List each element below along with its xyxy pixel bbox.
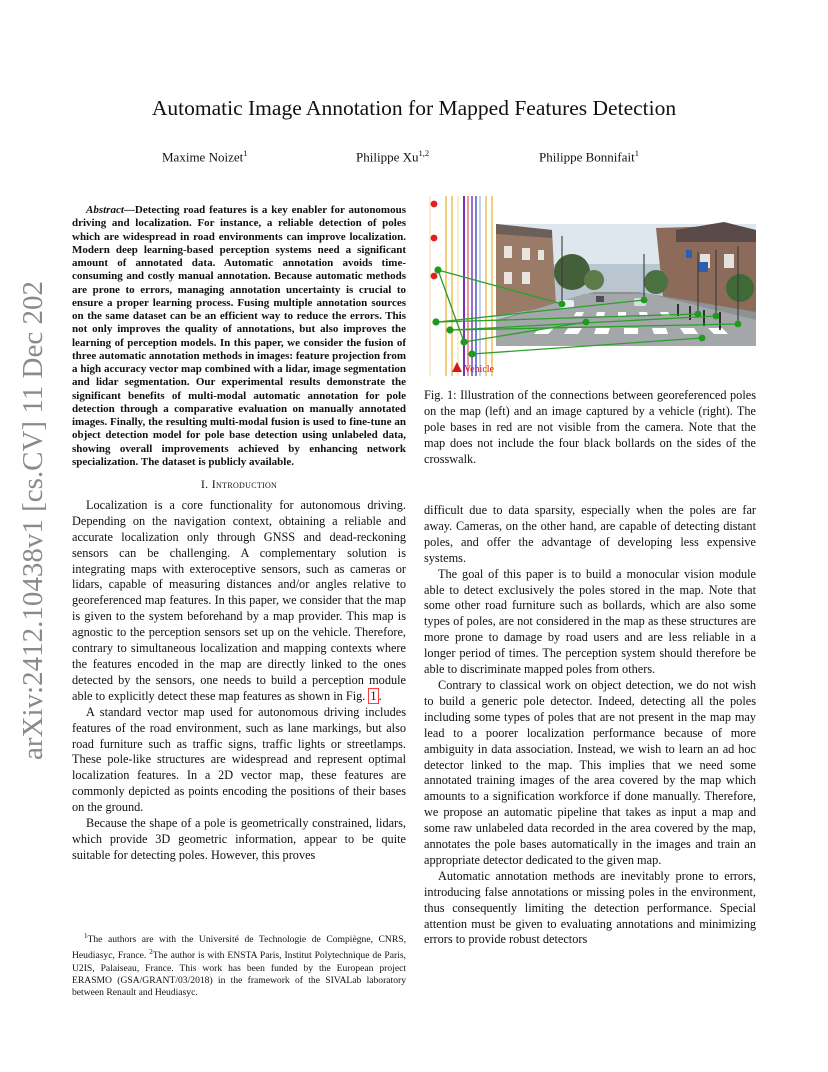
author-2: Philippe Xu$^{1,2}$ (356, 148, 430, 165)
figure-reference-link[interactable]: 1 (370, 688, 377, 703)
map-panel (424, 196, 496, 376)
paragraph: The goal of this paper is to build a monocular vision module able to detect exclusively the poles stored in the map. Note that some other road furniture such as bollards, which are also some types of poles, are not considered in the map as these structures are more prone to damage by road users and are less reliable in a longer period of times. The perception system should therefore be able to discriminate mapped poles from others. (424, 566, 756, 677)
paragraph: Automatic annotation methods are inevitably prone to errors, introducing false annotations or missing poles in the environment, thus consequently limiting the detection performance. Special attention must be given to evaluating annotations and minimizing errors to provide robust detectors (424, 868, 756, 947)
vehicle-label: Vehicle (464, 364, 494, 375)
paragraph: A standard vector map used for autonomous driving includes features of the road environment, such as lane markings, but also road furniture such as traffic signs, traffic lights or streetlamps. These pole-like structures are widespread and represent optimal localization features. In a 2D vector map, these features are commonly depicted as points encoding the positions of their bases on the ground. (72, 704, 406, 815)
figure-1 (424, 196, 756, 376)
footnote: $^1$The authors are with the Université de Technologie de Compiègne, CNRS, Heudiasyc, France. $^2$The author is with ENSTA Paris, Institut Polytechnique de Paris, U2IS, Palaiseau, France. This work has been funded by the European project ERASMO (GSA/GRANT/03/2018) in the framework of the SIVALab laboratory between Renault and Heudiasyc. (72, 932, 406, 999)
paragraph: Localization is a core functionality for autonomous driving. Depending on the navigation context, obtaining a reliable and accurate localization only through GNSS and dead-reckoning sensors can be challenging. A complementary solution is integrating maps with exteroceptive sensors, such as cameras or lidars, capable of measuring distances and/or angles relative to georeferenced map features. In this paper, we consider that the map is given to the system beforehand by a map provider. This map is agnostic to the perception sensors set up on the vehicle. Therefore, contrary to simultaneous localization and mapping contexts where the features encoded in the map are directly linked to the ones detected by the sensors, one needs to build a perception module able to explicitly detect these map features as shown in Fig. 1 . (72, 497, 406, 703)
section-heading: I. Introduction (200, 477, 278, 491)
author-1: Maxime Noizet$^1$ (162, 148, 248, 165)
arxiv-identifier (14, 282, 50, 762)
abstract: Abstract—Detecting road features is a key enabler for autonomous driving and localization. For instance, a reliable detection of poles which are widespread in road environments can improve localization. Modern deep learning-based perception systems need a significant amount of annotated data. Automatic annotation avoids time-consuming and costly manual annotation. Because automatic methods are prone to errors, managing annotation uncertainty is crucial to ensure a proper learning process. Fusing multiple annotation sources on the same dataset can be an efficient way to reduce the errors. This not only improves the quality of annotations, but also improves the learning of perception models. In this paper, we consider the fusion of three automatic annotation methods in images: feature projection from a high accuracy vector map combined with a lidar, image segmentation and lidar segmentation. Our experimental results demonstrate the significant benefits of multi-modal automatic annotation for pole detection through a comparative evaluation on manually annotated images. Finally, the resulting multi-modal fusion is used to fine-tune an object detection model for pole base detection using unlabeled data, showing overall improvements achieved by enhancing network specialization. The dataset is publicly available. (72, 204, 406, 468)
camera-image (496, 222, 756, 346)
arxiv-id-text: arXiv:2412.10438v1 [cs.CV] 11 Dec 2024 (17, 282, 49, 760)
paper-title: Automatic Image Annotation for Mapped Features Detection (151, 96, 677, 120)
figure-illustration (424, 196, 756, 376)
abstract-label: Abstract (86, 204, 124, 216)
abstract-text: Detecting road features is a key enabler for autonomous driving and localization. For instance, a reliable detection of poles which are widespread in road environments can improve localization. Modern deep learning-based perception systems need a significant amount of annotated data. Automatic annotation avoids time-consuming and costly manual annotation. Because automatic methods are prone to errors, managing annotation uncertainty is crucial to ensure a proper learning process. Fusing multiple annotation sources on the same dataset can be an efficient way to reduce the errors. This not only improves the quality of annotations, but also improves the learning of perception models. In this paper, we consider the fusion of three automatic annotation methods in images: feature projection from a high accuracy vector map combined with a lidar, image segmentation and lidar segmentation. Our experimental results demonstrate the significant benefits of multi-modal automatic annotation for pole detection through a comparative evaluation on manually annotated images. Finally, the resulting multi-modal fusion is used to fine-tune an object detection model for pole base detection using unlabeled data, showing overall improvements achieved by enhancing network specialization. The dataset is publicly available. (72, 204, 406, 468)
left-column (72, 204, 406, 864)
paragraph: Because the shape of a pole is geometrically constrained, lidars, which provide 3D geometric information, appear to be quite suitable for detecting poles. However, this proves (72, 816, 406, 862)
author-3: Philippe Bonnifait$^1$ (539, 148, 639, 165)
paragraph: difficult due to data sparsity, especially when the poles are far away. Cameras, on the other hand, are capable of detecting distant poles, and offer the advantage of developing less expensive systems. (424, 503, 756, 565)
figure-caption: Fig. 1: Illustration of the connections between georeferenced poles on the map (left) and an image captured by a vehicle (right). The pole bases in red are not visible from the camera. Note that the map does not include the four black bollards on the sides of the crosswalk. (424, 388, 756, 466)
paragraph: Contrary to classical work on object detection, we do not wish to build a generic pole detector. Indeed, detecting all the poles including some types of poles that are not present in the map may lead to a poorer localization performance because of more ambiguity in data association. Instead, we wish to learn an ad hoc detector linked to the map. This implies that we need some annotated training images of the area covered by the map which amounts to a signification workforce if done manually. Therefore, we propose an automatic pipeline that takes as input a map and some raw unlabeled data recorded in the area covered by the map, annotates the pole bases automatically in the images and train an appropriate detector dedicated to the given map. (424, 677, 756, 867)
right-column (424, 503, 756, 948)
